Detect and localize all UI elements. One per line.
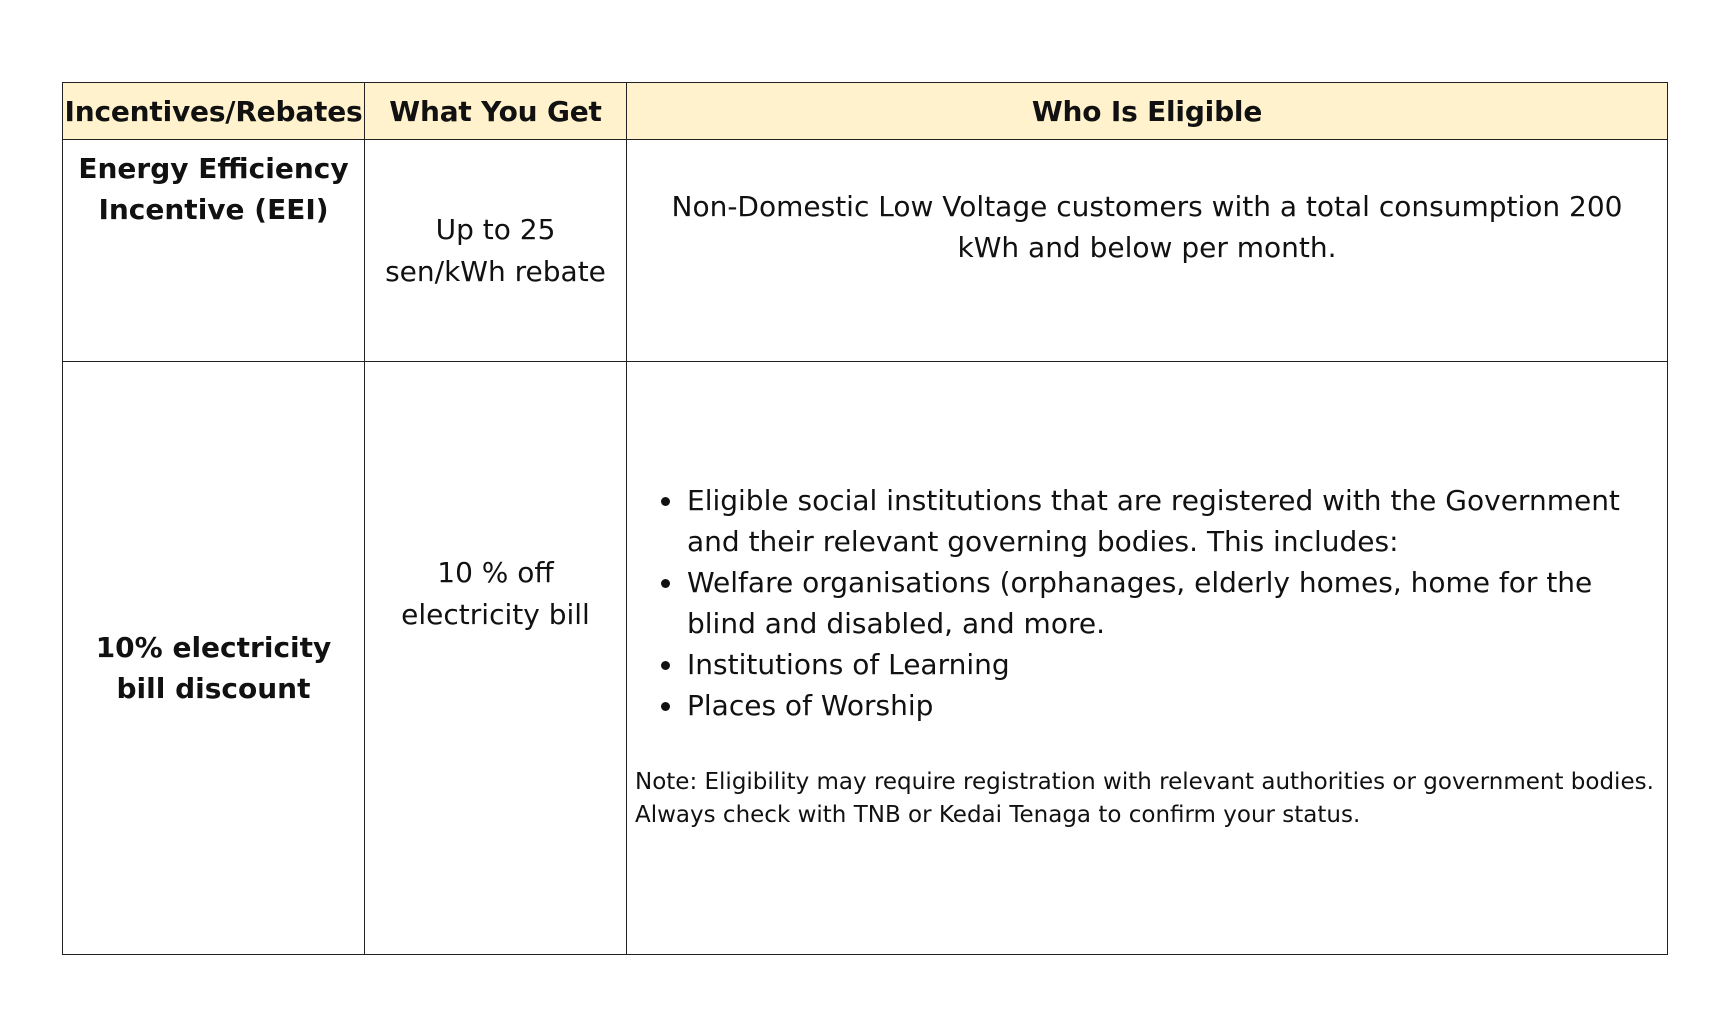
- benefit-value: Up to 25 sen/kWh rebate: [365, 140, 627, 362]
- eligibility-cell: [627, 362, 1668, 955]
- list-item: • Institutions of Learning: [685, 644, 1659, 685]
- list-item: • Eligible social institutions that are registered with the Government and their relevant governing bodies. This includes:: [685, 480, 1659, 562]
- incentives-table: [62, 82, 1668, 955]
- incentives-table-container: [62, 82, 1667, 955]
- table-row: [63, 362, 1668, 955]
- incentive-name: Energy Efficiency Incentive (EEI): [63, 140, 365, 362]
- table-header-row: [63, 83, 1668, 140]
- list-item: • Places of Worship: [685, 685, 1659, 726]
- header-incentives: Incentives/Rebates: [63, 83, 365, 140]
- table-row: [63, 140, 1668, 362]
- header-what-you-get: What You Get: [365, 83, 627, 140]
- list-item: • Welfare organisations (orphanages, elderly homes, home for the blind and disabled, and more.: [685, 562, 1659, 644]
- incentive-name: 10% electricity bill discount: [63, 362, 365, 955]
- header-who-is-eligible: Who Is Eligible: [627, 83, 1668, 140]
- benefit-value: 10 % off electricity bill: [365, 362, 627, 955]
- eligibility-note: Note: Eligibility may require registration with relevant authorities or government bodies. Always check with TNB or Kedai Tenaga to confirm your status.: [635, 769, 1654, 828]
- eligibility-list: [635, 480, 1659, 726]
- eligibility-text: Non-Domestic Low Voltage customers with a total consumption 200 kWh and below per month.: [627, 140, 1668, 362]
